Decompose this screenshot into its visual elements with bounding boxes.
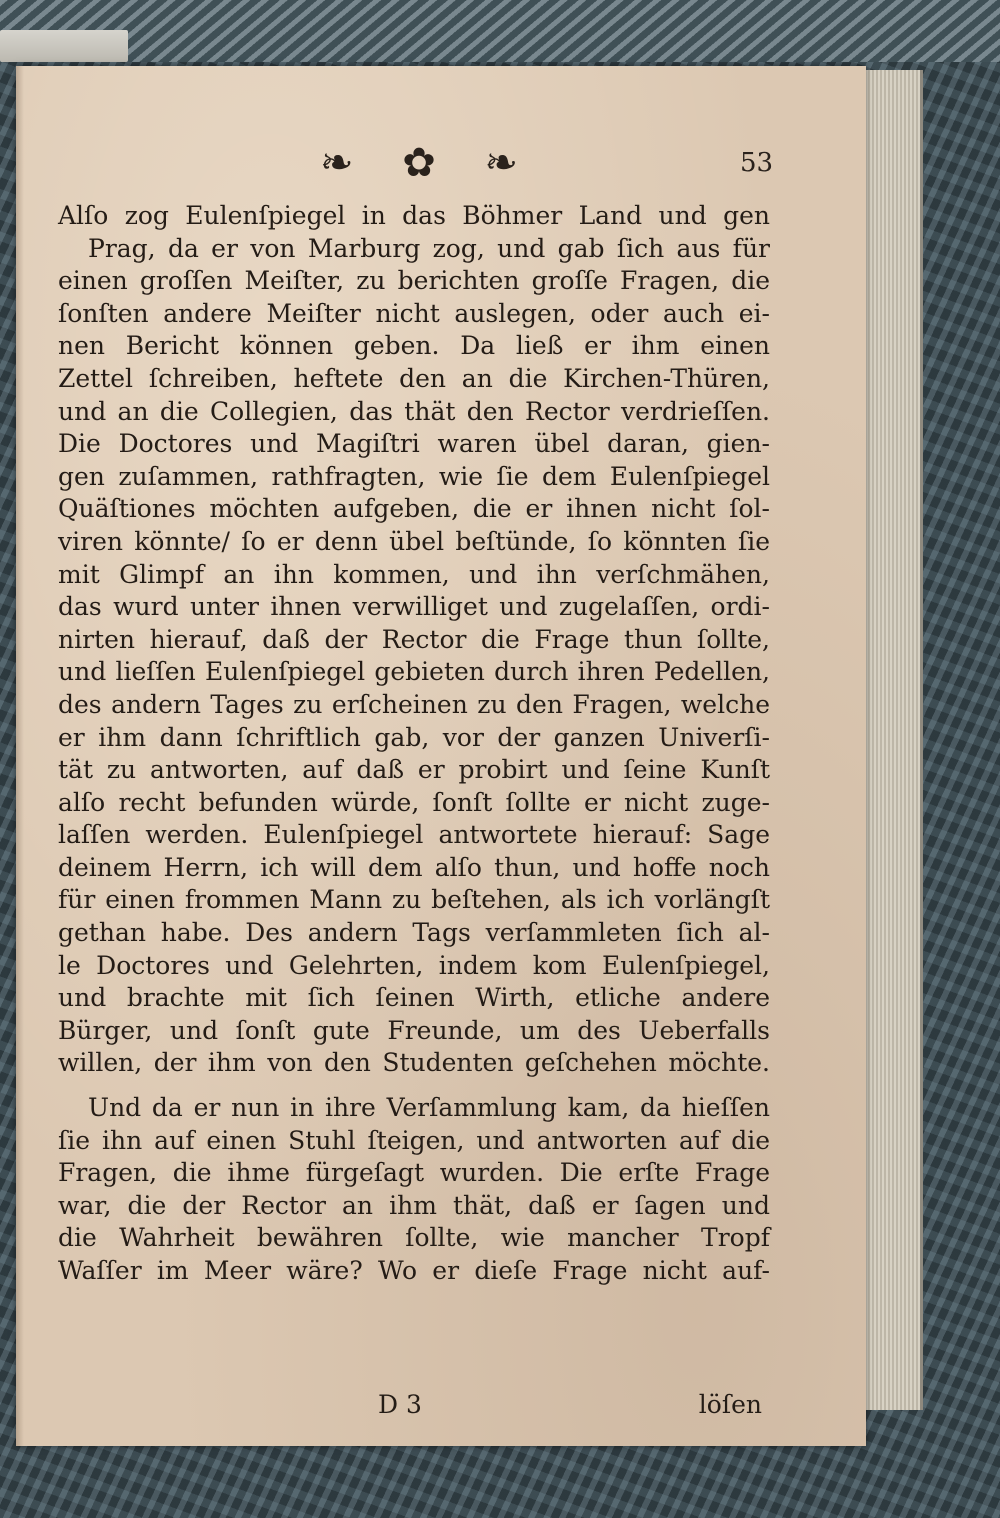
text-line: war, die der Rector an ihm thät, daß er ſagen und (58, 1190, 770, 1220)
header-ornament: ❧ ✿ ❧ (320, 140, 536, 186)
text-line: Prag, da er von Marburg zog, und gab ſich aus für (88, 233, 770, 263)
page-gutter-shadow (16, 66, 24, 1446)
text-line: mit Glimpf an ihn kommen, und ihn verſchmähen, (58, 559, 770, 589)
text-line: le Doctores und Gelehrten, indem kom Eulenſpiegel, (58, 950, 770, 980)
text-line: gethan habe. Des andern Tags verſammleten ſich al- (58, 918, 770, 948)
text-line: Die Doctores und Magiſtri waren übel daran, gien- (58, 429, 770, 459)
paragraph-1 (58, 200, 770, 1080)
text-line: Waſſer im Meer wäre? Wo er dieſe Frage nicht auf- (58, 1256, 770, 1285)
text-line: für einen frommen Mann zu beſtehen, als ich vorlängſt (58, 885, 770, 915)
text-line: gen zuſammen, rathfragten, wie ſie dem Eulenſpiegel (58, 461, 770, 491)
marbled-cover-edge (0, 0, 1000, 62)
text-line: laſſen werden. Eulenſpiegel antwortete hierauf: Sage (58, 820, 770, 850)
page-header (300, 140, 780, 190)
text-line: des andern Tages zu erſcheinen zu den Fragen, welche (58, 689, 770, 719)
text-line: Quäſtiones möchten aufgeben, die er ihnen nicht ſol- (58, 494, 770, 524)
text-line: nirten hierauf, daß der Rector die Frage thun ſollte, (58, 624, 770, 654)
text-line: Alſo zog Eulenſpiegel in das Böhmer Land und gen (58, 201, 770, 230)
text-line: Bürger, und ſonſt gute Freunde, um des Ueberfalls (58, 1015, 770, 1045)
page-footer (58, 1390, 770, 1424)
cover-label-tab (0, 30, 128, 62)
page-number: 53 (740, 148, 774, 178)
text-line: er ihm dann ſchriftlich gab, vor der ganzen Univerſi- (58, 722, 770, 752)
text-line: tät zu antworten, auf daß er probirt und ſeine Kunſt (58, 755, 770, 785)
text-line: und brachte mit ſich ſeinen Wirth, etliche andere (58, 983, 770, 1013)
text-line: Fragen, die ihme fürgeſagt wurden. Die erſte Frage (58, 1158, 770, 1188)
text-line: deinem Herrn, ich will dem alſo thun, und hoffe noch (58, 852, 770, 882)
text-line: willen, der ihm von den Studenten geſchehen möchte. (58, 1048, 770, 1078)
text-line: nen Bericht können geben. Da ließ er ihm einen (58, 331, 770, 361)
text-line: ſonſten andere Meiſter nicht auslegen, oder auch ei- (58, 298, 770, 328)
text-line: einen groſſen Meiſter, zu berichten groſſe Fragen, die (58, 266, 770, 296)
text-line: Zettel ſchreiben, heftete den an die Kirchen-Thüren, (58, 363, 770, 393)
text-line: die Wahrheit bewähren ſollte, wie mancher Tropf (58, 1223, 770, 1253)
text-line: alſo recht befunden würde, ſonſt ſollte er nicht zuge- (58, 787, 770, 817)
catchword: löſen (698, 1390, 762, 1419)
text-line: Und da er nun in ihre Verſammlung kam, da hieſſen (88, 1093, 770, 1123)
text-line: viren könnte/ ſo er denn übel beſtünde, ſo könnten ſie (58, 526, 770, 556)
signature-mark: D 3 (378, 1390, 422, 1419)
text-line: und an die Collegien, das thät den Rector verdrieſſen. (58, 396, 770, 426)
text-line: ſie ihn auf einen Stuhl ſteigen, und antworten auf die (58, 1125, 770, 1155)
paragraph-2 (58, 1092, 770, 1288)
text-line: und lieſſen Eulenſpiegel gebieten durch ihren Pedellen, (58, 657, 770, 687)
body-text (58, 200, 770, 1288)
text-line: das wurd unter ihnen verwilliget und zugelaſſen, ordi- (58, 592, 770, 622)
